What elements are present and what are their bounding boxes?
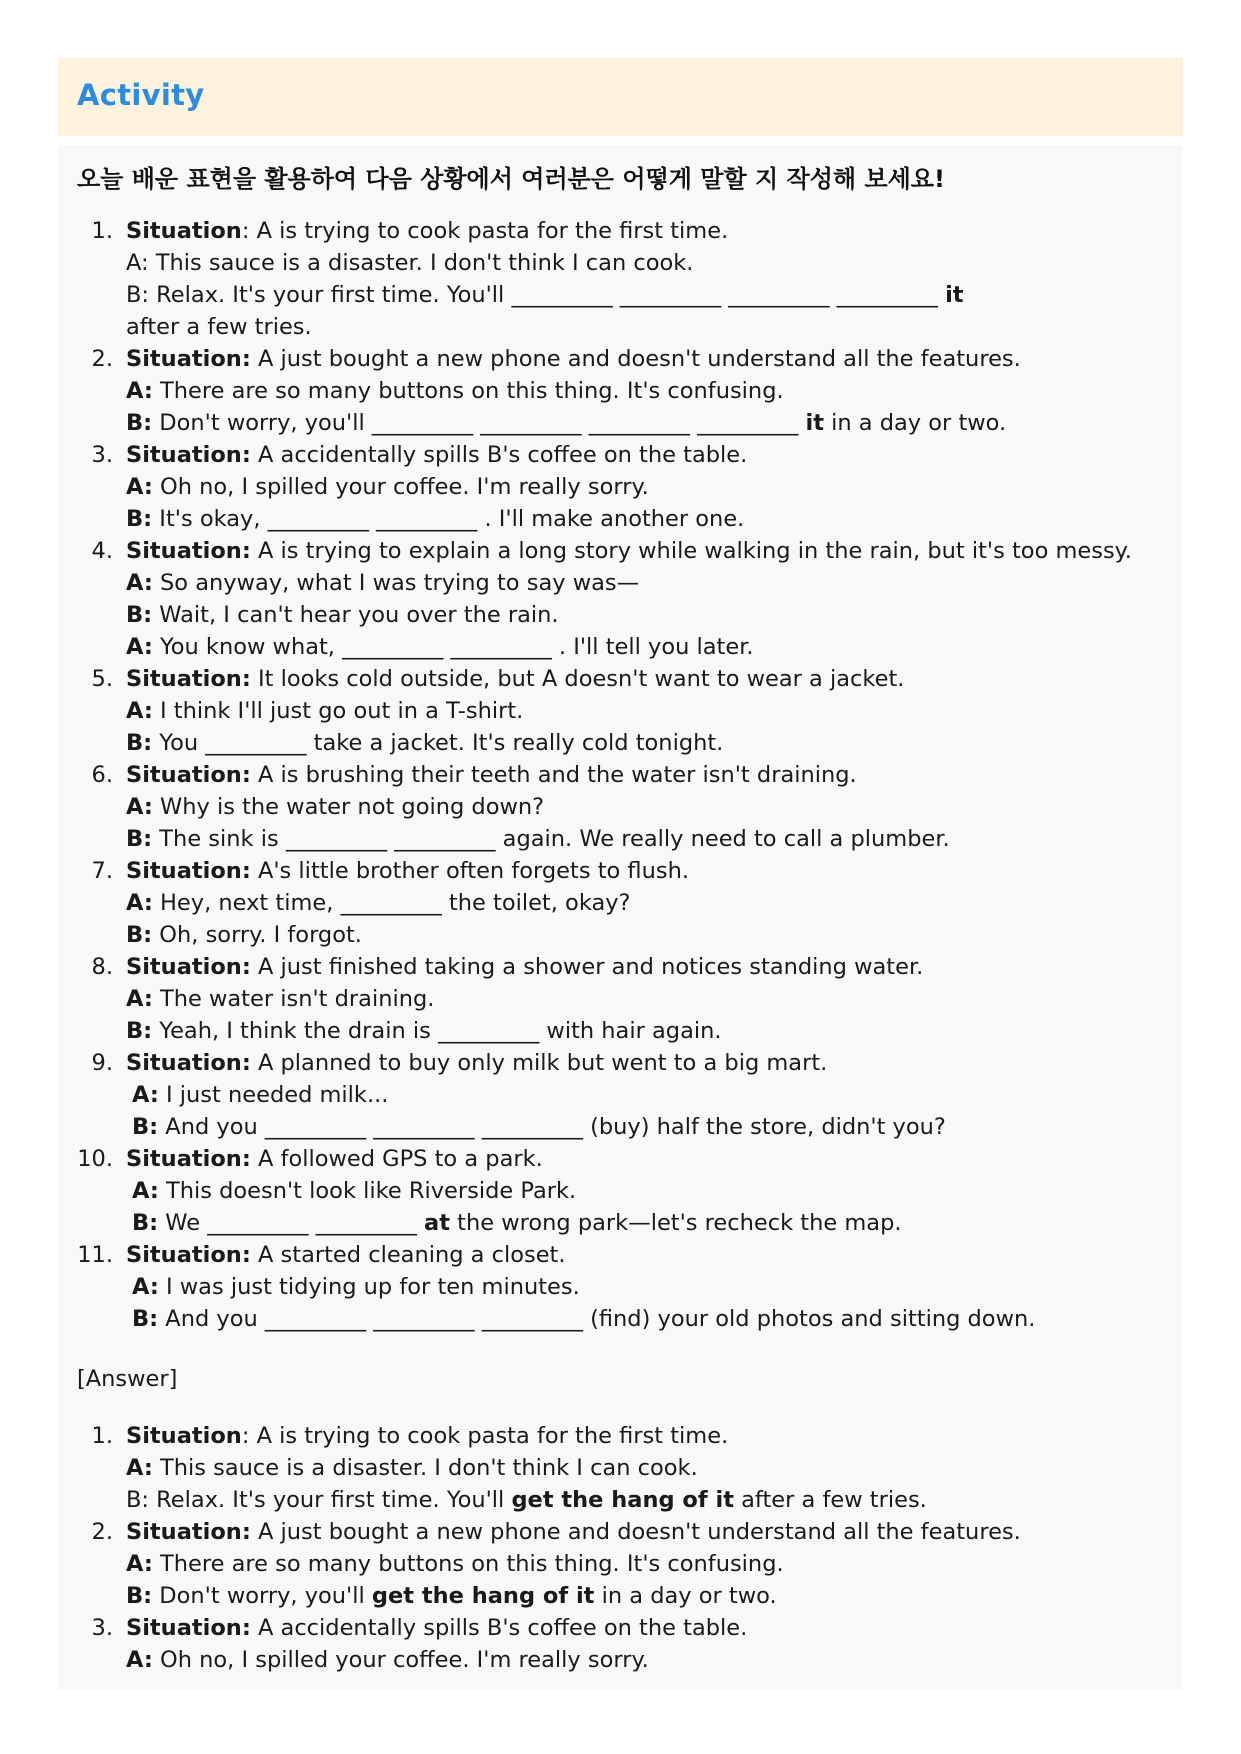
speaker-a-text: Oh no, I spilled your coffee. I'm really sorry. — [152, 474, 649, 500]
speaker-a-text: There are so many buttons on this thing. It's confusing. — [152, 1551, 784, 1577]
situation-label: Situation: — [126, 1519, 251, 1545]
situation-text: A is brushing their teeth and the water isn't draining. — [257, 762, 857, 788]
list-item — [77, 663, 1132, 759]
speaker-b-line — [126, 1484, 1021, 1516]
situation-line — [126, 215, 1132, 247]
list-item — [77, 1047, 1132, 1143]
instruction-text: 오늘 배운 표현을 활용하여 다음 상황에서 여러분은 어떻게 말할 지 작성해 보세요! — [77, 165, 945, 193]
speaker-b-text: Oh, sorry. I forgot. — [152, 922, 362, 948]
speaker-b-label: B: — [126, 826, 153, 852]
highlighted-phrase: it — [945, 282, 964, 308]
situation-text: A's little brother often forgets to flush. — [257, 858, 689, 884]
speaker-a-text: So anyway, what I was trying to say was— — [152, 570, 640, 596]
item-number: 3. — [91, 1615, 113, 1641]
speaker-a-label: A: — [126, 1551, 153, 1577]
speaker-b-label: B: — [126, 1583, 153, 1609]
list-item — [77, 1420, 1021, 1516]
speaker-b-label: B: — [126, 730, 153, 756]
speaker-a-line — [126, 1271, 1132, 1303]
separator — [251, 858, 258, 884]
list-item — [77, 215, 1132, 343]
speaker-b-line — [126, 1207, 1132, 1239]
situation-label: Situation: — [126, 1615, 251, 1641]
activity-body — [58, 145, 1183, 1690]
item-number: 2. — [91, 346, 113, 372]
list-item — [77, 855, 1132, 951]
speaker-a-line — [126, 247, 1132, 279]
separator — [251, 1615, 258, 1641]
situation-line — [126, 1143, 1132, 1175]
speaker-b-label: B: — [132, 1210, 159, 1236]
situation-label: Situation: — [126, 858, 251, 884]
item-number: 3. — [91, 442, 113, 468]
question-list — [77, 215, 1132, 1335]
speaker-b-text: Wait, I can't hear you over the rain. — [152, 602, 559, 628]
speaker-b-line — [126, 279, 1132, 311]
list-item — [77, 1143, 1132, 1239]
situation-line — [126, 1516, 1021, 1548]
continuation-line — [126, 311, 1132, 343]
activity-header — [58, 58, 1183, 136]
speaker-b-text: Relax. It's your first time. You'll — [149, 1487, 512, 1513]
situation-text: A started cleaning a closet. — [257, 1242, 566, 1268]
situation-text: A followed GPS to a park. — [257, 1146, 543, 1172]
situation-text: A just bought a new phone and doesn't understand all the features. — [257, 1519, 1021, 1545]
speaker-b-line — [126, 1580, 1021, 1612]
situation-text: It looks cold outside, but A doesn't want to wear a jacket. — [257, 666, 905, 692]
item-number: 8. — [91, 954, 113, 980]
situation-line — [126, 439, 1132, 471]
speaker-b-text: It's okay, _________ _________ . I'll make another one. — [152, 506, 745, 532]
situation-label: Situation: — [126, 1050, 251, 1076]
speaker-b-text: And you _________ _________ _________ (buy) half the store, didn't you? — [158, 1114, 946, 1140]
speaker-a-line — [126, 631, 1132, 663]
speaker-a-text: There are so many buttons on this thing. It's confusing. — [152, 378, 784, 404]
answer-heading: [Answer] — [77, 1366, 178, 1392]
speaker-b-label: B: — [126, 1018, 153, 1044]
situation-label: Situation: — [126, 954, 251, 980]
situation-line — [126, 855, 1132, 887]
speaker-a-label: A: — [126, 570, 153, 596]
situation-line — [126, 1239, 1132, 1271]
list-item — [77, 535, 1132, 663]
speaker-b-text: Don't worry, you'll — [152, 1583, 372, 1609]
speaker-b-text-end: the wrong park—let's recheck the map. — [450, 1210, 902, 1236]
situation-text: A planned to buy only milk but went to a big mart. — [257, 1050, 828, 1076]
situation-line — [126, 343, 1132, 375]
speaker-a-text: I think I'll just go out in a T-shirt. — [152, 698, 524, 724]
speaker-b-label: B: — [126, 602, 153, 628]
speaker-b-text: Yeah, I think the drain is _________ with hair again. — [152, 1018, 722, 1044]
continuation-text: after a few tries. — [126, 314, 312, 340]
separator — [251, 1050, 258, 1076]
speaker-a-label: A: — [126, 794, 153, 820]
speaker-b-text: And you _________ _________ _________ (find) your old photos and sitting down. — [158, 1306, 1036, 1332]
speaker-b-text-end: in a day or two. — [823, 410, 1007, 436]
separator — [251, 538, 258, 564]
speaker-a-line — [126, 791, 1132, 823]
item-number: 5. — [91, 666, 113, 692]
speaker-a-label: A: — [126, 378, 153, 404]
answer-list — [77, 1420, 1021, 1676]
speaker-a-text: Why is the water not going down? — [152, 794, 545, 820]
separator — [251, 346, 258, 372]
situation-text: A just finished taking a shower and notices standing water. — [257, 954, 924, 980]
speaker-b-line — [126, 1111, 1132, 1143]
speaker-a-label: A: — [126, 1455, 153, 1481]
speaker-b-text-end: in a day or two. — [594, 1583, 777, 1609]
speaker-a-line — [126, 983, 1132, 1015]
item-number: 9. — [91, 1050, 113, 1076]
item-number: 6. — [91, 762, 113, 788]
speaker-a-text: This doesn't look like Riverside Park. — [158, 1178, 577, 1204]
item-number: 7. — [91, 858, 113, 884]
separator — [251, 1146, 258, 1172]
speaker-a-label: A: — [132, 1274, 159, 1300]
speaker-a-text: You know what, _________ _________ . I'll tell you later. — [152, 634, 754, 660]
situation-line — [126, 1612, 1021, 1644]
item-number: 1. — [91, 218, 113, 244]
list-item — [77, 1612, 1021, 1676]
speaker-b-line — [126, 503, 1132, 535]
highlighted-phrase: it — [805, 410, 824, 436]
list-item — [77, 343, 1132, 439]
situation-label: Situation: — [126, 1242, 251, 1268]
situation-text: A just bought a new phone and doesn't understand all the features. — [257, 346, 1021, 372]
speaker-b-label: B: — [126, 282, 150, 308]
speaker-a-text: This sauce is a disaster. I don't think I can cook. — [152, 1455, 698, 1481]
separator — [251, 442, 258, 468]
speaker-b-label: B: — [132, 1114, 159, 1140]
speaker-a-line — [126, 1548, 1021, 1580]
speaker-b-line — [126, 407, 1132, 439]
separator — [251, 762, 258, 788]
situation-text: A accidentally spills B's coffee on the table. — [257, 1615, 748, 1641]
separator — [251, 666, 258, 692]
situation-label: Situation: — [126, 346, 251, 372]
speaker-b-text: The sink is _________ _________ again. We really need to call a plumber. — [152, 826, 950, 852]
speaker-a-label: A: — [126, 890, 153, 916]
speaker-b-label: B: — [126, 506, 153, 532]
speaker-a-line — [126, 1175, 1132, 1207]
speaker-a-label: A: — [126, 1647, 153, 1673]
item-number: 1. — [91, 1423, 113, 1449]
speaker-b-text: You _________ take a jacket. It's really cold tonight. — [152, 730, 724, 756]
list-item — [77, 1239, 1132, 1335]
situation-text: A is trying to cook pasta for the first time. — [256, 218, 729, 244]
speaker-b-line — [126, 727, 1132, 759]
list-item — [77, 439, 1132, 535]
speaker-a-line — [126, 567, 1132, 599]
speaker-a-label: A: — [126, 986, 153, 1012]
speaker-b-text: Don't worry, you'll _________ _________ _________ _________ — [152, 410, 806, 436]
item-number: 2. — [91, 1519, 113, 1545]
situation-label: Situation: — [126, 538, 251, 564]
highlighted-phrase: get the hang of it — [371, 1583, 595, 1609]
separator — [251, 1519, 258, 1545]
situation-label: Situation — [126, 218, 242, 244]
speaker-a-label: A: — [126, 634, 153, 660]
situation-line — [126, 1420, 1021, 1452]
speaker-a-label: A: — [126, 698, 153, 724]
speaker-a-label: A: — [132, 1082, 159, 1108]
situation-line — [126, 759, 1132, 791]
speaker-b-text-end: after a few tries. — [733, 1487, 927, 1513]
speaker-b-line — [126, 1303, 1132, 1335]
speaker-a-text: Hey, next time, _________ the toilet, okay? — [152, 890, 631, 916]
situation-text: A is trying to explain a long story while walking in the rain, but it's too messy. — [257, 538, 1132, 564]
situation-line — [126, 1047, 1132, 1079]
situation-line — [126, 535, 1132, 567]
situation-label: Situation — [126, 1423, 242, 1449]
speaker-a-line — [126, 695, 1132, 727]
activity-title: Activity — [77, 78, 205, 112]
situation-label: Situation: — [126, 666, 251, 692]
speaker-a-line — [126, 471, 1132, 503]
separator: : — [241, 218, 257, 244]
speaker-a-text: I just needed milk... — [158, 1082, 389, 1108]
speaker-b-text: Relax. It's your first time. You'll _________ _________ _________ _________ — [149, 282, 946, 308]
speaker-a-line — [126, 1079, 1132, 1111]
speaker-a-label: A: — [126, 474, 153, 500]
speaker-a-line — [126, 375, 1132, 407]
speaker-a-line — [126, 1644, 1021, 1676]
separator: : — [241, 1423, 257, 1449]
item-number: 4. — [91, 538, 113, 564]
speaker-a-text: The water isn't draining. — [152, 986, 435, 1012]
list-item — [77, 759, 1132, 855]
situation-label: Situation: — [126, 762, 251, 788]
speaker-a-text: This sauce is a disaster. I don't think I can cook. — [148, 250, 694, 276]
list-item — [77, 1516, 1021, 1612]
situation-label: Situation: — [126, 442, 251, 468]
speaker-a-line — [126, 1452, 1021, 1484]
situation-line — [126, 663, 1132, 695]
speaker-b-label: B: — [126, 1487, 150, 1513]
speaker-b-line — [126, 599, 1132, 631]
highlighted-phrase: at — [424, 1210, 450, 1236]
speaker-a-label: A: — [132, 1178, 159, 1204]
speaker-b-line — [126, 1015, 1132, 1047]
item-number: 11. — [77, 1242, 113, 1268]
speaker-b-line — [126, 823, 1132, 855]
speaker-b-line — [126, 919, 1132, 951]
speaker-b-label: B: — [126, 410, 153, 436]
speaker-b-text: We _________ _________ — [158, 1210, 425, 1236]
situation-line — [126, 951, 1132, 983]
list-item — [77, 951, 1132, 1047]
situation-text: A is trying to cook pasta for the first time. — [256, 1423, 729, 1449]
speaker-a-line — [126, 887, 1132, 919]
separator — [251, 1242, 258, 1268]
speaker-b-label: B: — [126, 922, 153, 948]
speaker-a-text: Oh no, I spilled your coffee. I'm really sorry. — [152, 1647, 649, 1673]
situation-text: A accidentally spills B's coffee on the table. — [257, 442, 748, 468]
separator — [251, 954, 258, 980]
item-number: 10. — [77, 1146, 113, 1172]
highlighted-phrase: get the hang of it — [511, 1487, 734, 1513]
speaker-a-label: A: — [126, 250, 149, 276]
speaker-b-label: B: — [132, 1306, 159, 1332]
speaker-a-text: I was just tidying up for ten minutes. — [158, 1274, 580, 1300]
situation-label: Situation: — [126, 1146, 251, 1172]
